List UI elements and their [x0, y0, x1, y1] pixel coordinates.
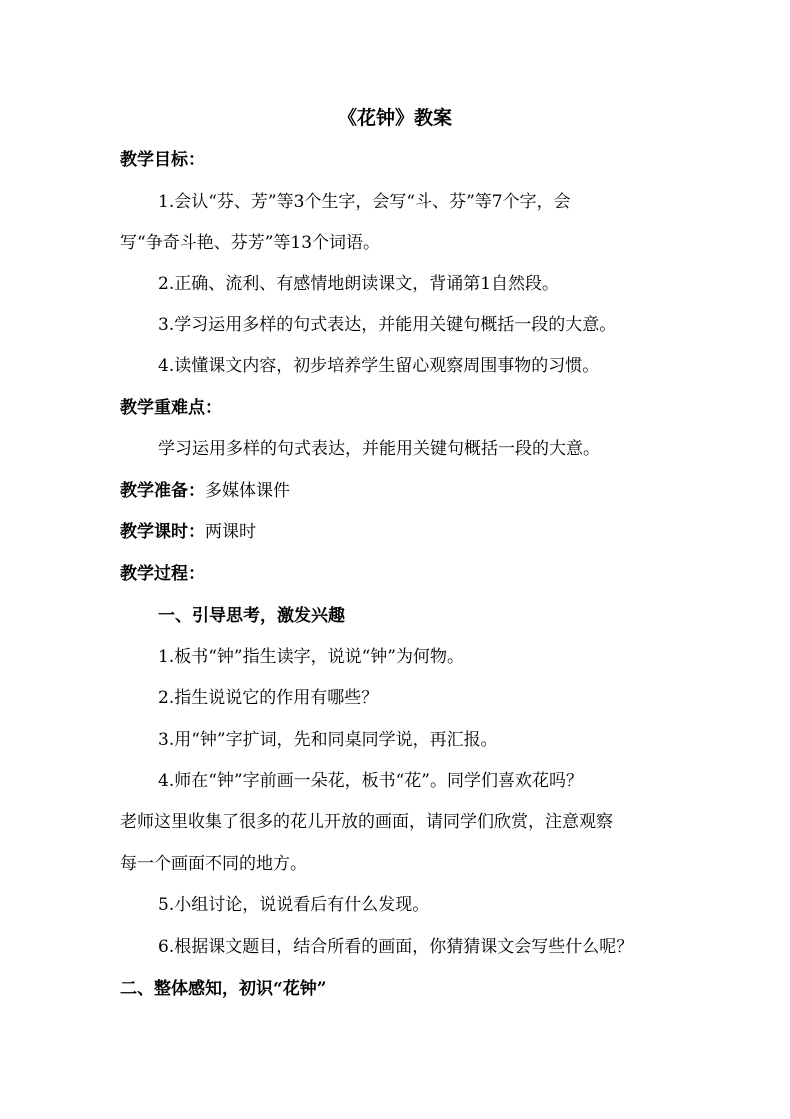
process-step-6: 6.根据课文题目，结合所看的画面，你猜猜课文会写些什么呢？ — [158, 937, 634, 957]
process-heading: 教学过程： — [120, 564, 205, 584]
objectives-heading: 教学目标： — [120, 150, 205, 170]
objective-3: 3.学习运用多样的句式表达，并能用关键句概括一段的大意。 — [158, 315, 617, 335]
process-step-2: 2.指生说说它的作用有哪些？ — [158, 688, 379, 708]
key-points-heading: 教学重难点： — [120, 398, 222, 418]
process-section-2: 二、整体感知，初识“花钟” — [120, 979, 327, 999]
objective-4: 4.读懂课文内容，初步培养学生留心观察周围事物的习惯。 — [158, 356, 600, 376]
preparation-label: 教学准备： — [120, 481, 205, 501]
process-step-3: 3.用“钟”字扩词，先和同桌同学说，再汇报。 — [158, 730, 498, 750]
process-step-4-line-1: 4.师在“钟”字前画一朵花，板书“花”。同学们喜欢花吗？ — [158, 771, 583, 791]
process-step-1: 1.板书“钟”指生读字，说说“钟”为何物。 — [158, 647, 464, 667]
objective-2: 2.正确、流利、有感情地朗读课文，背诵第1自然段。 — [158, 274, 560, 294]
preparation-line — [120, 479, 680, 503]
process-step-5: 5.小组讨论，说说看后有什么发现。 — [158, 895, 430, 915]
objective-1-line-2: 写“争奇斗艳、芬芳”等13个词语。 — [120, 233, 381, 253]
process-step-4-line-3: 每一个画面不同的地方。 — [120, 854, 307, 874]
duration-label: 教学课时： — [120, 522, 205, 542]
page-title: 《花钟》教案 — [337, 107, 452, 129]
objective-1-line-1: 1.会认“芬、芳”等3个生字，会写“斗、芬”等7个字，会 — [158, 192, 571, 212]
duration-value: 两课时 — [205, 522, 256, 542]
preparation-value: 多媒体课件 — [205, 481, 290, 501]
duration-line — [120, 520, 680, 544]
process-section-1: 一、引导思考，激发兴趣 — [158, 606, 345, 626]
key-points-text: 学习运用多样的句式表达，并能用关键句概括一段的大意。 — [158, 439, 600, 459]
process-step-4-line-2: 老师这里收集了很多的花儿开放的画面，请同学们欣赏，注意观察 — [120, 812, 613, 832]
